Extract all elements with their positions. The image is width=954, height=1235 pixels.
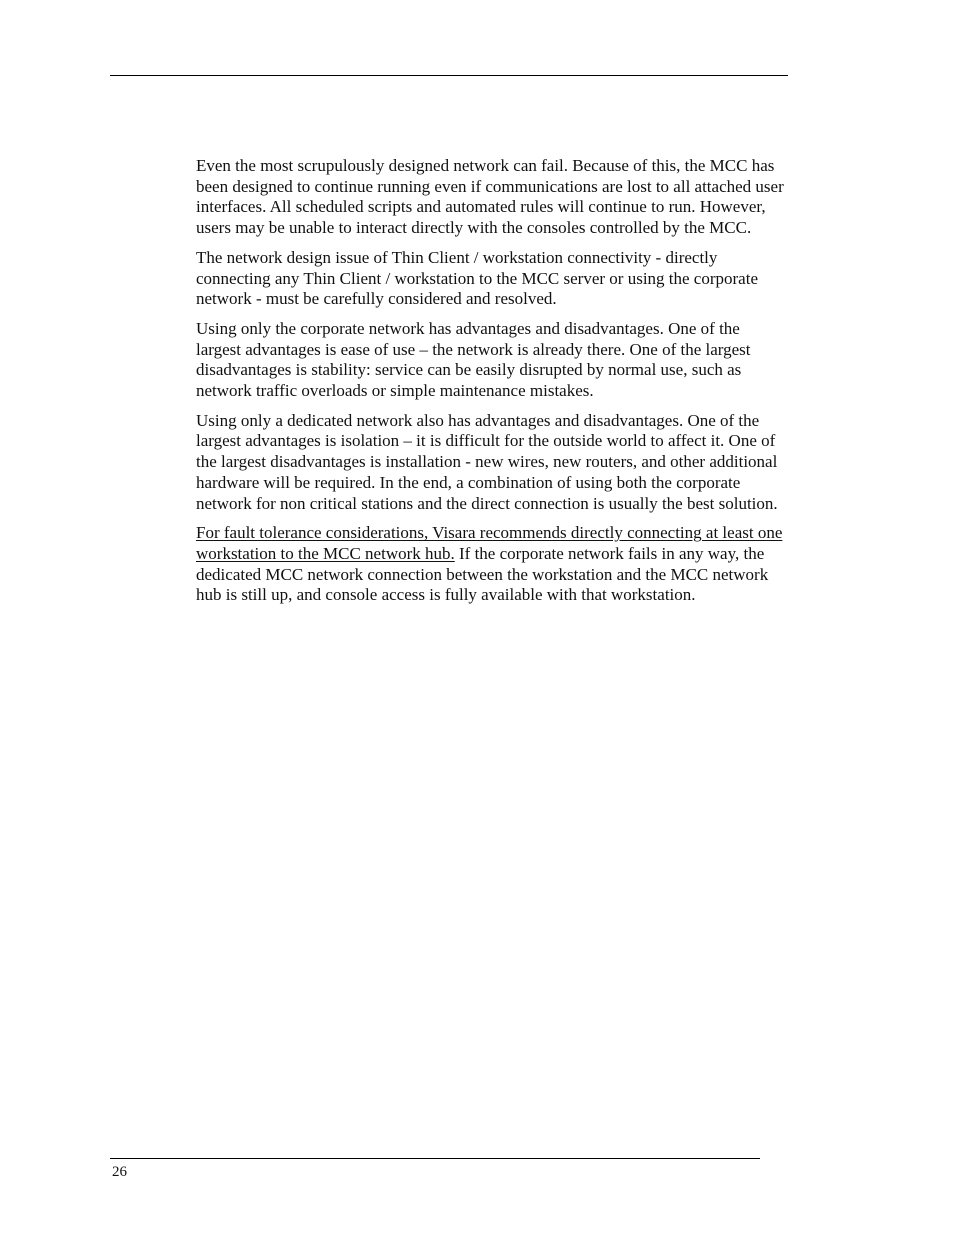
recommendation-rest-text: If the corporate network fails in any way, the dedicated MCC network connection between the workstation and the MCC network hub is still up, and console access is fully available with that workstation. <box>196 543 769 605</box>
body-text <box>196 156 788 615</box>
footer-rule <box>110 1158 760 1159</box>
paragraph-connectivity-issue: The network design issue of Thin Client / workstation connectivity - directly connecting any Thin Client / workstation to the MCC server or using the corporate network - must be carefully considered and resolved. <box>196 247 758 309</box>
page-number: 26 <box>112 1164 127 1180</box>
paragraph-corporate-network: Using only the corporate network has advantages and disadvantages. One of the largest advantages is ease of use – the network is already there. One of the largest disadvantages is stability: service can be easily disrupted by normal use, such as network traffic overloads or simple maintenance mistakes. <box>196 318 751 401</box>
paragraph-recommendation <box>196 523 788 606</box>
paragraph-dedicated-network: Using only a dedicated network also has advantages and disadvantages. One of the largest advantages is isolation – it is difficult for the outside world to affect it. One of the largest disadvantages is installation - new wires, new routers, and other additional hardware will be required. In the end, a combination of using both the corporate network for non critical stations and the direct connection is usually the best solution. <box>196 410 778 513</box>
header-rule <box>110 75 788 76</box>
paragraph-network-failure: Even the most scrupulously designed network can fail. Because of this, the MCC has been designed to continue running even if communications are lost to all attached user interfaces. All scheduled scripts and automated rules will continue to run. However, users may be unable to interact directly with the consoles controlled by the MCC. <box>196 156 784 238</box>
recommendation-underlined-text: For fault tolerance considerations, Visara recommends directly connecting at least one workstation to the MCC network hub. <box>196 523 783 563</box>
